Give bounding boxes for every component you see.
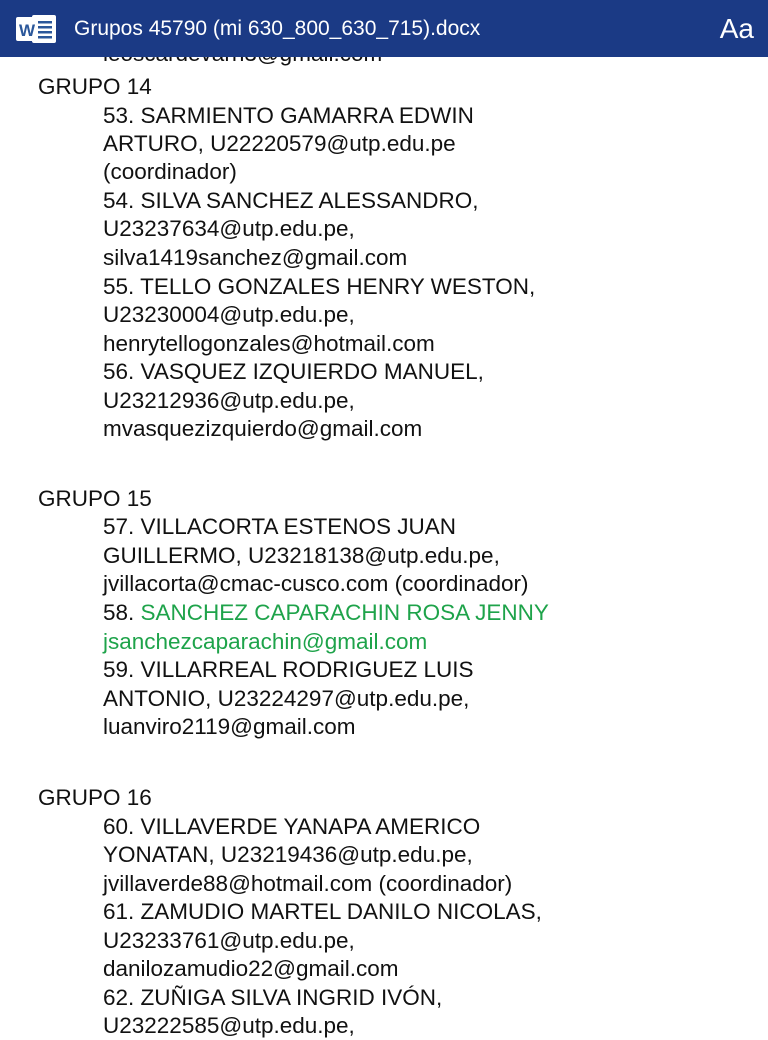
text-size-button[interactable]: Aa: [719, 13, 754, 44]
app-title-bar: [0, 0, 768, 57]
list-line: U23222585@utp.edu.pe,: [103, 1013, 355, 1038]
highlighted-email: jsanchezcaparachin@gmail.com: [103, 629, 428, 654]
entry-number: 58.: [103, 600, 141, 625]
list-line: YONATAN, U23219436@utp.edu.pe,: [103, 842, 473, 867]
list-line: mvasquezizquierdo@gmail.com: [103, 416, 423, 441]
list-line: U23230004@utp.edu.pe,: [103, 302, 355, 327]
group-heading: GRUPO 14: [38, 74, 152, 99]
list-line: silva1419sanchez@gmail.com: [103, 245, 408, 270]
list-line: danilozamudio22@gmail.com: [103, 956, 399, 981]
list-line-highlighted: [103, 598, 549, 627]
list-line: 57. VILLACORTA ESTENOS JUAN: [103, 514, 457, 539]
document-title: Grupos 45790 (mi 630_800_630_715).docx: [74, 17, 481, 40]
list-line: 61. ZAMUDIO MARTEL DANILO NICOLAS,: [103, 899, 542, 924]
list-line: 54. SILVA SANCHEZ ALESSANDRO,: [103, 188, 479, 213]
group-heading: GRUPO 16: [38, 785, 152, 810]
list-line: 53. SARMIENTO GAMARRA EDWIN: [103, 103, 474, 128]
list-line: 56. VASQUEZ IZQUIERDO MANUEL,: [103, 359, 484, 384]
list-line: henrytellogonzales@hotmail.com: [103, 331, 435, 356]
list-line: jvillacorta@cmac-cusco.com (coordinador): [103, 571, 529, 596]
list-line: 59. VILLARREAL RODRIGUEZ LUIS: [103, 657, 474, 682]
list-line: U23233761@utp.edu.pe,: [103, 928, 355, 953]
list-line: 62. ZUÑIGA SILVA INGRID IVÓN,: [103, 985, 443, 1010]
svg-text:W: W: [18, 21, 36, 40]
word-icon: [16, 13, 58, 45]
list-line: jvillaverde88@hotmail.com (coordinador): [103, 871, 513, 896]
highlighted-name: SANCHEZ CAPARACHIN ROSA JENNY: [140, 600, 549, 625]
group-heading: GRUPO 15: [38, 486, 152, 511]
list-line: 60. VILLAVERDE YANAPA AMERICO: [103, 814, 481, 839]
list-line: U23237634@utp.edu.pe,: [103, 216, 355, 241]
list-line: U23212936@utp.edu.pe,: [103, 388, 355, 413]
list-line: ANTONIO, U23224297@utp.edu.pe,: [103, 686, 470, 711]
list-line: luanviro2119@gmail.com: [103, 714, 356, 739]
list-line: ARTURO, U22220579@utp.edu.pe: [103, 131, 456, 156]
list-line: 55. TELLO GONZALES HENRY WESTON,: [103, 274, 536, 299]
list-line: GUILLERMO, U23218138@utp.edu.pe,: [103, 543, 500, 568]
list-line: (coordinador): [103, 159, 237, 184]
